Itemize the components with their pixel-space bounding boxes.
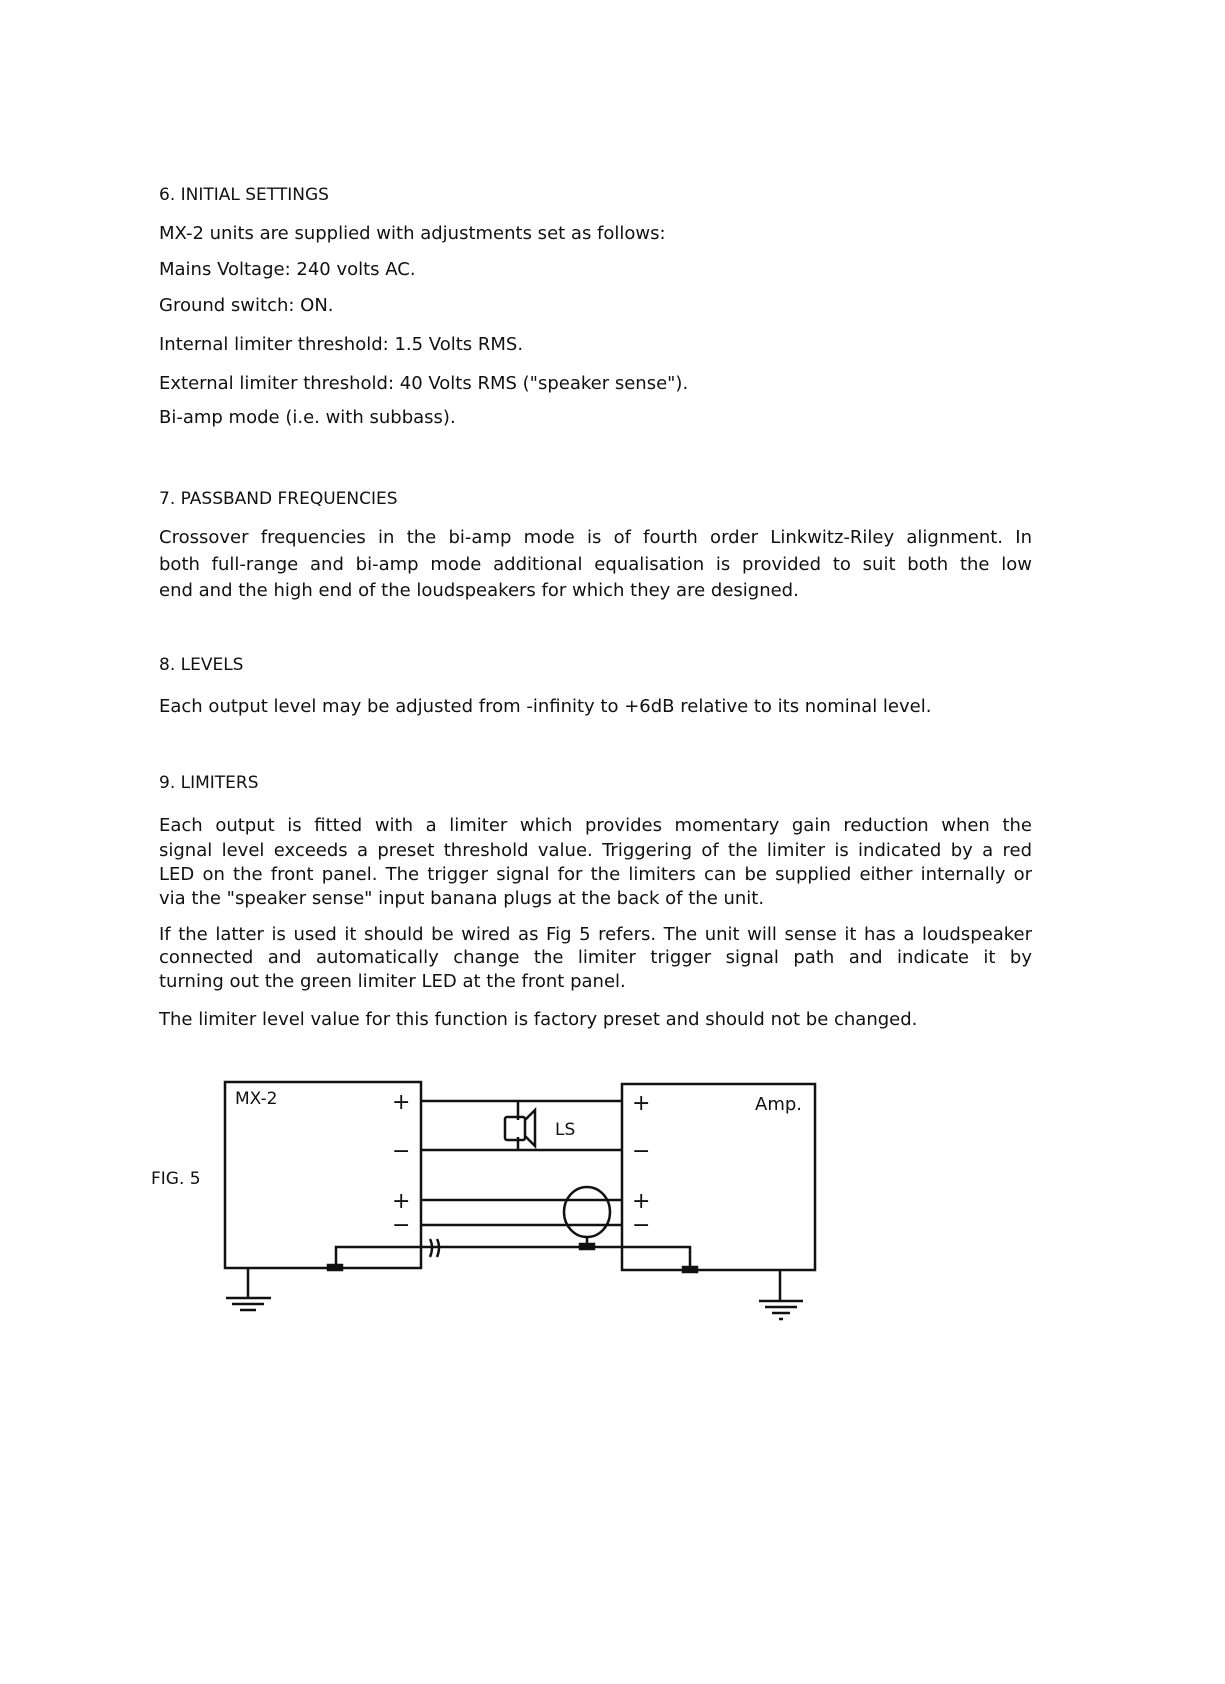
ground-wire: [336, 1247, 690, 1270]
text-line: both full-range and bi-amp mode additional equalisation is provided to suit both the low: [159, 554, 1032, 575]
ground-joint: [328, 1265, 342, 1270]
plus-sign: +: [632, 1189, 651, 1214]
minus-sign: −: [392, 1139, 411, 1164]
minus-sign: −: [632, 1139, 651, 1164]
ground-joint: [683, 1267, 697, 1272]
ground-joint: [580, 1244, 594, 1249]
text-line: Each output is fitted with a limiter which provides momentary gain reduction when the: [159, 815, 1032, 836]
shield-icon: [564, 1187, 610, 1237]
section-7-heading: 7. PASSBAND FREQUENCIES: [159, 489, 398, 509]
minus-sign: −: [392, 1213, 411, 1238]
speaker-icon: [505, 1110, 535, 1146]
speaker-label: LS: [555, 1120, 576, 1140]
text-line: via the "speaker sense" input banana plugs at the back of the unit.: [159, 888, 765, 909]
text-line: Ground switch: ON.: [159, 295, 334, 316]
ground-icon: [226, 1268, 271, 1310]
text-line: connected and automatically change the limiter trigger signal path and indicate it by: [159, 947, 1032, 968]
plus-sign: +: [392, 1189, 411, 1214]
section-9-heading: 9. LIMITERS: [159, 773, 259, 793]
text-line: The limiter level value for this function is factory preset and should not be changed.: [159, 1009, 918, 1030]
minus-sign: −: [632, 1213, 651, 1238]
section-8-heading: 8. LEVELS: [159, 655, 244, 675]
mx2-label: MX-2: [235, 1089, 278, 1109]
text-line: turning out the green limiter LED at the front panel.: [159, 971, 626, 992]
text-line: LED on the front panel. The trigger signal for the limiters can be supplied either internally or: [159, 864, 1032, 885]
text-line: MX-2 units are supplied with adjustments set as follows:: [159, 223, 666, 244]
text-line: signal level exceeds a preset threshold value. Triggering of the limiter is indicated by a red: [159, 840, 1032, 861]
text-line: Internal limiter threshold: 1.5 Volts RMS.: [159, 334, 524, 355]
plus-sign: +: [632, 1091, 651, 1116]
ground-icon: [759, 1270, 803, 1319]
text-line: If the latter is used it should be wired as Fig 5 refers. The unit will sense it has a loudspeaker: [159, 924, 1032, 945]
text-line: External limiter threshold: 40 Volts RMS ("speaker sense").: [159, 373, 689, 394]
text-line: Each output level may be adjusted from -infinity to +6dB relative to its nominal level.: [159, 696, 932, 717]
plus-sign: +: [392, 1090, 411, 1115]
fig-caption: FIG. 5: [151, 1169, 201, 1189]
text-line: end and the high end of the loudspeakers for which they are designed.: [159, 580, 799, 601]
text-line: Mains Voltage: 240 volts AC.: [159, 259, 416, 280]
section-6-heading: 6. INITIAL SETTINGS: [159, 185, 329, 205]
amp-label: Amp.: [755, 1094, 802, 1115]
text-line: Crossover frequencies in the bi-amp mode is of fourth order Linkwitz-Riley alignment. In: [159, 527, 1032, 548]
text-line: Bi-amp mode (i.e. with subbass).: [159, 407, 456, 428]
